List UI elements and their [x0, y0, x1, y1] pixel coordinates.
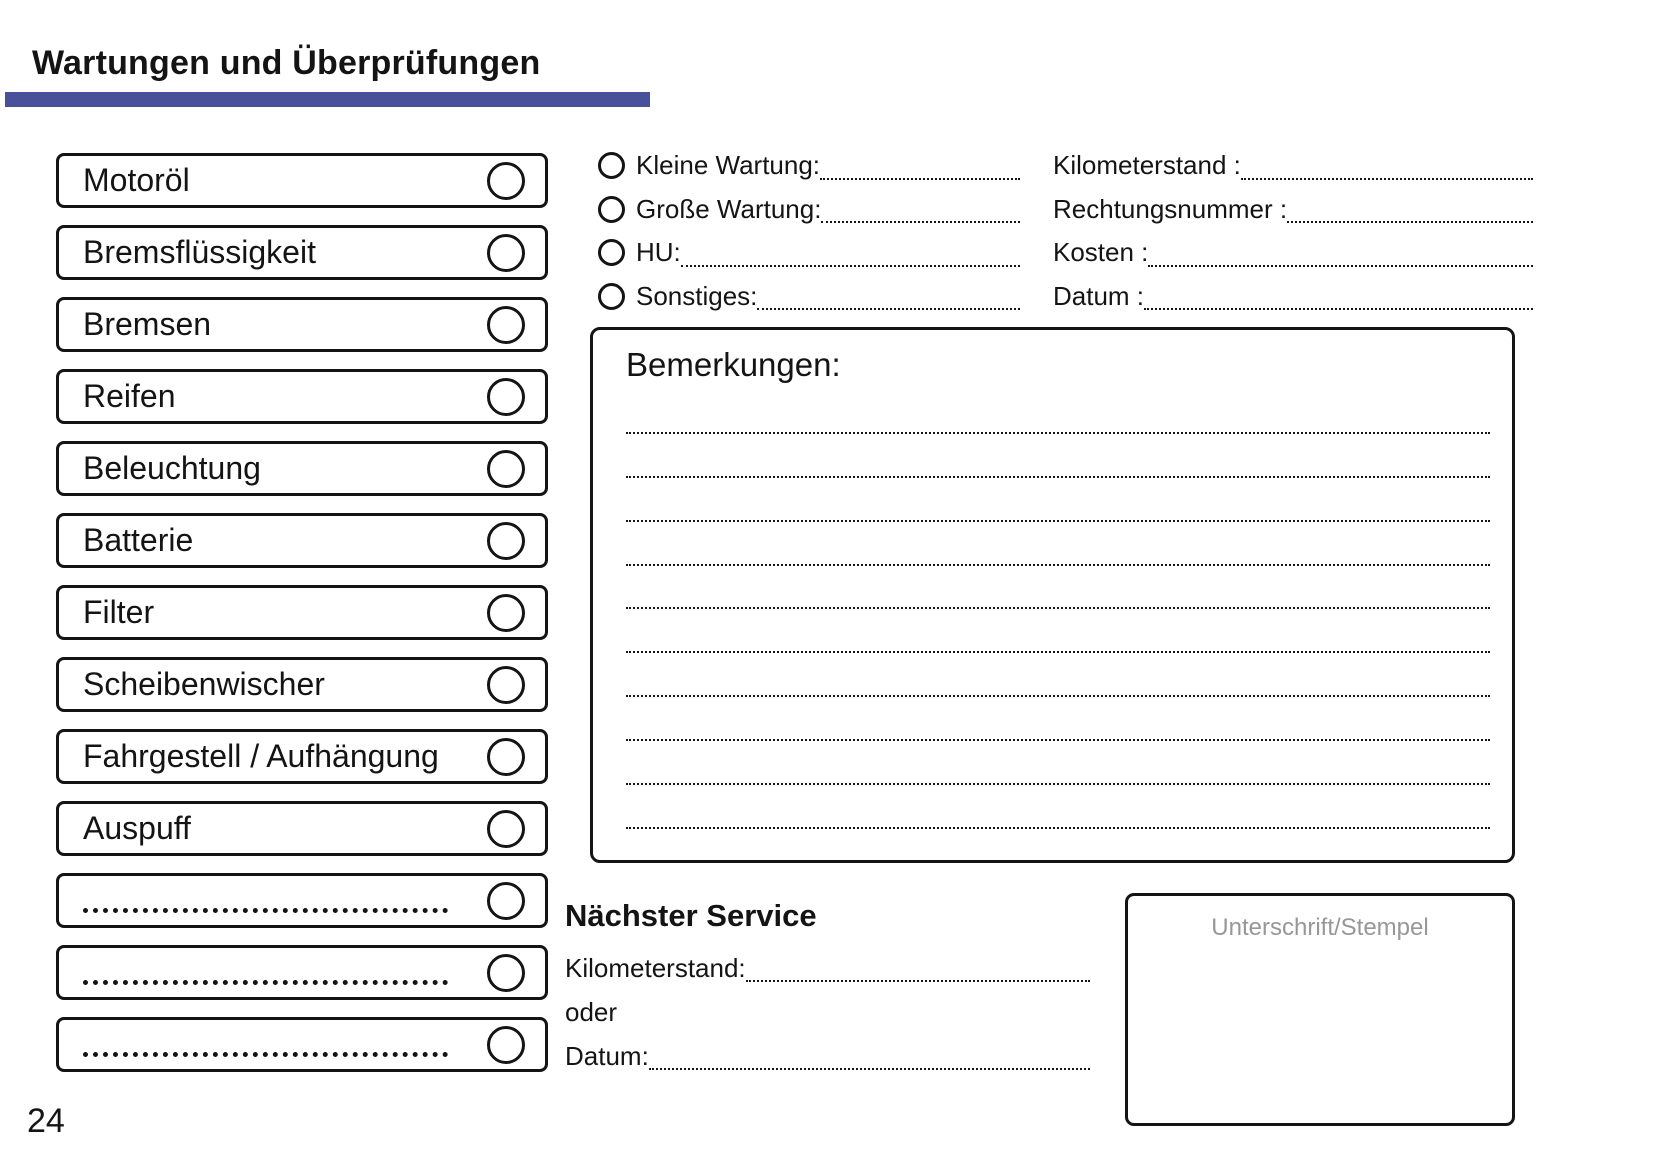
checklist-item-label: Fahrgestell / Aufhängung — [83, 738, 439, 774]
next-service-row — [565, 1034, 1090, 1078]
dotted-writing-line — [626, 390, 1490, 434]
radio-circle-icon — [598, 152, 625, 179]
service-type-label: HU: — [636, 237, 681, 267]
check-circle-icon — [487, 882, 525, 920]
service-detail-label: Datum : — [1053, 280, 1145, 311]
dotted-fill-line — [1148, 265, 1533, 267]
blank-fill-in-line — [83, 889, 448, 913]
radio-circle-icon — [598, 283, 625, 310]
service-detail-row — [1053, 188, 1533, 232]
checklist-item-label: Auspuff — [83, 810, 191, 846]
service-detail-fields — [1053, 144, 1533, 318]
dotted-writing-line — [626, 609, 1490, 653]
checklist-item-label: Batterie — [83, 522, 194, 558]
dotted-writing-line — [626, 566, 1490, 610]
inspection-checklist — [56, 153, 548, 1089]
dotted-fill-line — [681, 265, 1020, 267]
checklist-item — [56, 657, 548, 712]
signature-stamp-label: Unterschrift/Stempel — [1211, 914, 1429, 941]
checklist-item — [56, 873, 548, 928]
remarks-lines — [626, 390, 1490, 829]
dotted-writing-line — [626, 653, 1490, 697]
remarks-title: Bemerkungen: — [626, 346, 841, 383]
service-detail-row — [1053, 231, 1533, 275]
blank-fill-in-line — [83, 1033, 448, 1057]
dotted-fill-line — [821, 221, 1020, 223]
next-service-label: Datum: — [565, 1041, 649, 1071]
signature-stamp-box — [1125, 893, 1515, 1126]
check-circle-icon — [487, 162, 525, 200]
dotted-fill-line — [1144, 308, 1533, 310]
checklist-item — [56, 801, 548, 856]
checklist-item — [56, 441, 548, 496]
check-circle-icon — [487, 306, 525, 344]
check-circle-icon — [487, 666, 525, 704]
next-service-fields — [565, 946, 1090, 1078]
service-detail-label: Kilometerstand : — [1053, 150, 1241, 180]
checklist-item-label: Motoröl — [83, 162, 190, 198]
next-service-row — [565, 946, 1090, 990]
service-type-row — [598, 144, 1020, 188]
check-circle-icon — [487, 738, 525, 776]
dotted-writing-line — [626, 697, 1490, 741]
check-circle-icon — [487, 594, 525, 632]
dotted-fill-line — [1287, 221, 1533, 223]
checklist-item-label: Filter — [83, 594, 155, 630]
service-type-label: Kleine Wartung: — [636, 150, 821, 180]
check-circle-icon — [487, 954, 525, 992]
next-service-row — [565, 990, 1090, 1034]
dotted-writing-line — [626, 522, 1490, 566]
remarks-box — [590, 327, 1515, 863]
check-circle-icon — [487, 522, 525, 560]
dotted-writing-line — [626, 785, 1490, 829]
checklist-item — [56, 585, 548, 640]
checklist-item — [56, 297, 548, 352]
next-service-section — [565, 898, 1090, 1078]
service-type-label: Sonstiges: — [636, 280, 758, 311]
checklist-item-label: Scheibenwischer — [83, 666, 325, 702]
check-circle-icon — [487, 450, 525, 488]
checklist-item — [56, 225, 548, 280]
service-type-row — [598, 188, 1020, 232]
service-type-row — [598, 231, 1020, 275]
checklist-item-label: Beleuchtung — [83, 450, 261, 486]
service-detail-label: Rechtungsnummer : — [1053, 193, 1288, 224]
checklist-item — [56, 729, 548, 784]
checklist-item-label: Reifen — [83, 378, 176, 414]
service-type-label: Große Wartung: — [636, 193, 822, 224]
dotted-writing-line — [626, 478, 1490, 522]
check-circle-icon — [487, 810, 525, 848]
dotted-writing-line — [626, 741, 1490, 785]
checklist-item-label: Bremsen — [83, 306, 212, 342]
service-type-row — [598, 275, 1020, 319]
service-detail-row — [1053, 275, 1533, 319]
page-title: Wartungen und Überprüfungen — [32, 44, 541, 82]
checklist-item — [56, 945, 548, 1000]
radio-circle-icon — [598, 196, 625, 223]
blank-fill-in-line — [83, 961, 448, 985]
check-circle-icon — [487, 1026, 525, 1064]
checklist-item — [56, 153, 548, 208]
checklist-item — [56, 1017, 548, 1072]
check-circle-icon — [487, 234, 525, 272]
next-service-label: Kilometerstand: — [565, 953, 746, 983]
dotted-fill-line — [649, 1068, 1090, 1070]
dotted-fill-line — [757, 308, 1020, 310]
service-detail-row — [1053, 144, 1533, 188]
page-number: 24 — [27, 1102, 65, 1140]
checklist-item — [56, 513, 548, 568]
dotted-fill-line — [1241, 178, 1533, 180]
checklist-item — [56, 369, 548, 424]
dotted-writing-line — [626, 434, 1490, 478]
checklist-item-label: Bremsflüssigkeit — [83, 234, 316, 270]
service-detail-label: Kosten : — [1053, 237, 1149, 267]
next-service-title: Nächster Service — [565, 898, 817, 933]
dotted-fill-line — [746, 980, 1090, 982]
radio-circle-icon — [598, 239, 625, 266]
dotted-fill-line — [820, 178, 1020, 180]
check-circle-icon — [487, 378, 525, 416]
next-service-label: oder — [565, 997, 618, 1027]
service-type-list — [598, 144, 1020, 318]
title-underline-bar — [5, 92, 650, 107]
